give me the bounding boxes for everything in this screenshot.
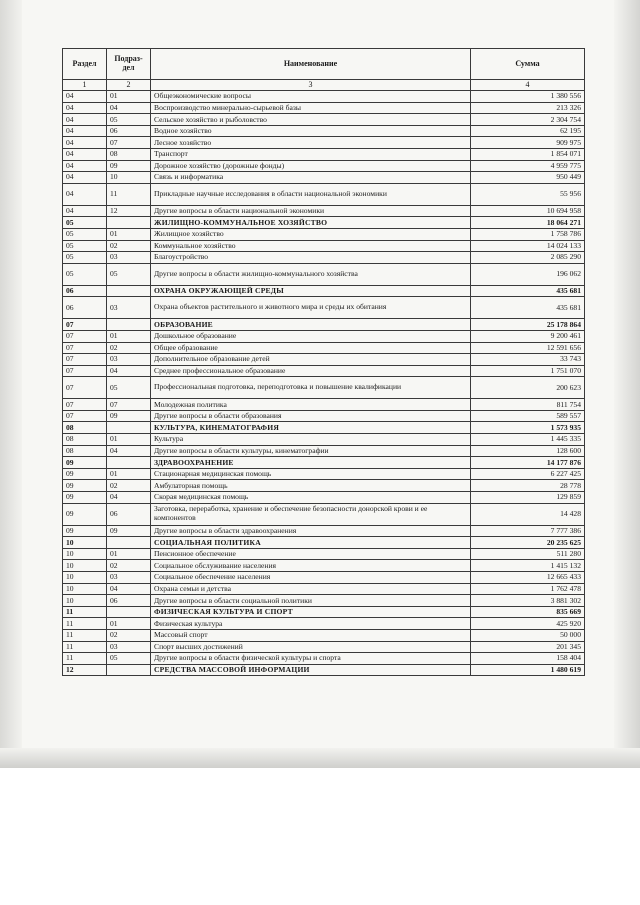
podrazdel-cell [107, 422, 151, 434]
podrazdel-cell: 01 [107, 330, 151, 342]
table-section-row [63, 217, 585, 229]
name-cell: Дорожное хозяйство (дорожные фонды) [151, 160, 471, 172]
razdel-cell: 06 [63, 297, 107, 319]
podrazdel-cell [107, 606, 151, 618]
sum-cell: 55 956 [471, 183, 585, 205]
table-row [63, 205, 585, 217]
sum-cell: 1 445 335 [471, 434, 585, 446]
sum-cell: 1 380 556 [471, 91, 585, 103]
table-row [63, 618, 585, 630]
sum-cell: 62 195 [471, 125, 585, 137]
name-cell: Дополнительное образование детей [151, 354, 471, 366]
razdel-cell: 10 [63, 537, 107, 549]
razdel-cell: 05 [63, 217, 107, 229]
razdel-cell: 10 [63, 548, 107, 560]
name-cell: Другие вопросы в области культуры, кинематографии [151, 445, 471, 457]
razdel-cell: 04 [63, 205, 107, 217]
podrazdel-cell: 11 [107, 183, 151, 205]
sum-cell: 811 754 [471, 399, 585, 411]
table-section-row [63, 664, 585, 676]
podrazdel-cell: 02 [107, 480, 151, 492]
podrazdel-cell: 01 [107, 434, 151, 446]
name-cell: Дошкольное образование [151, 330, 471, 342]
razdel-cell: 07 [63, 330, 107, 342]
razdel-cell: 09 [63, 457, 107, 469]
name-cell: Водное хозяйство [151, 125, 471, 137]
podrazdel-cell: 01 [107, 228, 151, 240]
razdel-cell: 04 [63, 160, 107, 172]
sum-cell: 1 751 070 [471, 365, 585, 377]
razdel-cell: 05 [63, 263, 107, 285]
podrazdel-cell: 05 [107, 653, 151, 665]
podrazdel-cell: 05 [107, 377, 151, 399]
name-cell: ЖИЛИЩНО-КОММУНАЛЬНОЕ ХОЗЯЙСТВО [151, 217, 471, 229]
budget-table [62, 48, 585, 676]
name-cell: СОЦИАЛЬНАЯ ПОЛИТИКА [151, 537, 471, 549]
podrazdel-cell: 05 [107, 114, 151, 126]
sum-cell: 14 428 [471, 503, 585, 525]
razdel-cell: 04 [63, 91, 107, 103]
podrazdel-cell: 04 [107, 102, 151, 114]
podrazdel-cell: 07 [107, 399, 151, 411]
table-row [63, 595, 585, 607]
name-cell: СРЕДСТВА МАССОВОЙ ИНФОРМАЦИИ [151, 664, 471, 676]
sum-cell: 6 227 425 [471, 468, 585, 480]
razdel-cell: 10 [63, 560, 107, 572]
name-cell: Коммунальное хозяйство [151, 240, 471, 252]
sum-cell: 158 404 [471, 653, 585, 665]
sum-cell: 589 557 [471, 410, 585, 422]
name-cell: Транспорт [151, 148, 471, 160]
sum-cell: 128 600 [471, 445, 585, 457]
table-section-row [63, 285, 585, 297]
podrazdel-cell: 01 [107, 468, 151, 480]
razdel-cell: 07 [63, 399, 107, 411]
podrazdel-cell [107, 664, 151, 676]
column-number-row [63, 80, 585, 91]
sum-cell: 1 758 786 [471, 228, 585, 240]
razdel-cell: 08 [63, 445, 107, 457]
razdel-cell: 09 [63, 480, 107, 492]
table-row [63, 240, 585, 252]
name-cell: Скорая медицинская помощь [151, 492, 471, 504]
name-cell: Культура [151, 434, 471, 446]
table-row [63, 137, 585, 149]
name-cell: Другие вопросы в области жилищно-коммунального хозяйства [151, 263, 471, 285]
podrazdel-cell: 09 [107, 160, 151, 172]
table-row [63, 160, 585, 172]
table-row [63, 297, 585, 319]
header-sum: Сумма [471, 49, 585, 80]
podrazdel-cell: 02 [107, 342, 151, 354]
sum-cell: 129 859 [471, 492, 585, 504]
name-cell: Охрана семьи и детства [151, 583, 471, 595]
table-row [63, 252, 585, 264]
sum-cell: 7 777 386 [471, 525, 585, 537]
sum-cell: 425 920 [471, 618, 585, 630]
razdel-cell: 04 [63, 148, 107, 160]
table-row [63, 354, 585, 366]
razdel-cell: 04 [63, 102, 107, 114]
table-section-row [63, 319, 585, 331]
table-row [63, 410, 585, 422]
razdel-cell: 09 [63, 468, 107, 480]
sum-cell: 1 415 132 [471, 560, 585, 572]
sum-cell: 1 762 478 [471, 583, 585, 595]
table-row [63, 525, 585, 537]
name-cell: Прикладные научные исследования в области национальной экономики [151, 183, 471, 205]
sum-cell: 14 177 876 [471, 457, 585, 469]
sum-cell: 511 280 [471, 548, 585, 560]
razdel-cell: 04 [63, 172, 107, 184]
name-cell: КУЛЬТУРА, КИНЕМАТОГРАФИЯ [151, 422, 471, 434]
razdel-cell: 09 [63, 492, 107, 504]
table-row [63, 641, 585, 653]
name-cell: Среднее профессиональное образование [151, 365, 471, 377]
name-cell: Жилищное хозяйство [151, 228, 471, 240]
scan-shadow-left [0, 0, 22, 768]
sum-cell: 213 326 [471, 102, 585, 114]
name-cell: Пенсионное обеспечение [151, 548, 471, 560]
name-cell: Массовый спорт [151, 629, 471, 641]
table-row [63, 468, 585, 480]
podrazdel-cell: 08 [107, 148, 151, 160]
razdel-cell: 11 [63, 618, 107, 630]
podrazdel-cell: 03 [107, 297, 151, 319]
podrazdel-cell: 04 [107, 365, 151, 377]
razdel-cell: 10 [63, 583, 107, 595]
header-row [63, 49, 585, 80]
sum-cell: 200 623 [471, 377, 585, 399]
podrazdel-cell [107, 319, 151, 331]
podrazdel-cell: 03 [107, 572, 151, 584]
podrazdel-cell: 01 [107, 548, 151, 560]
sum-cell: 28 778 [471, 480, 585, 492]
table-row [63, 583, 585, 595]
table-section-row [63, 422, 585, 434]
sum-cell: 9 200 461 [471, 330, 585, 342]
sum-cell: 33 743 [471, 354, 585, 366]
razdel-cell: 11 [63, 641, 107, 653]
razdel-cell: 04 [63, 183, 107, 205]
name-cell: Другие вопросы в области социальной политики [151, 595, 471, 607]
table-section-row [63, 606, 585, 618]
table-row [63, 560, 585, 572]
table-row [63, 503, 585, 525]
name-cell: Другие вопросы в области образования [151, 410, 471, 422]
podrazdel-cell [107, 285, 151, 297]
scan-shadow-right [614, 0, 640, 768]
podrazdel-cell: 06 [107, 595, 151, 607]
sum-cell: 1 573 935 [471, 422, 585, 434]
name-cell: Стационарная медицинская помощь [151, 468, 471, 480]
name-cell: Заготовка, переработка, хранение и обеспечение безопасности донорской крови и ее компонентов [151, 503, 471, 525]
razdel-cell: 11 [63, 653, 107, 665]
podrazdel-cell [107, 537, 151, 549]
name-cell: ФИЗИЧЕСКАЯ КУЛЬТУРА И СПОРТ [151, 606, 471, 618]
razdel-cell: 05 [63, 252, 107, 264]
name-cell: Благоустройство [151, 252, 471, 264]
table-row [63, 399, 585, 411]
razdel-cell: 08 [63, 434, 107, 446]
name-cell: Спорт высших достижений [151, 641, 471, 653]
razdel-cell: 09 [63, 525, 107, 537]
podrazdel-cell: 12 [107, 205, 151, 217]
table-row [63, 653, 585, 665]
sum-cell: 950 449 [471, 172, 585, 184]
razdel-cell: 05 [63, 240, 107, 252]
table-row [63, 365, 585, 377]
razdel-cell: 05 [63, 228, 107, 240]
sum-cell: 909 975 [471, 137, 585, 149]
podrazdel-cell: 05 [107, 263, 151, 285]
table-body [63, 91, 585, 676]
podrazdel-cell [107, 217, 151, 229]
sum-cell: 25 178 864 [471, 319, 585, 331]
razdel-cell: 11 [63, 629, 107, 641]
razdel-cell: 11 [63, 606, 107, 618]
table-row [63, 492, 585, 504]
podrazdel-cell: 02 [107, 240, 151, 252]
column-number: 3 [151, 80, 471, 91]
name-cell: Другие вопросы в области национальной экономики [151, 205, 471, 217]
table-row [63, 434, 585, 446]
table-row [63, 172, 585, 184]
table-row [63, 183, 585, 205]
podrazdel-cell: 02 [107, 629, 151, 641]
sum-cell: 1 480 619 [471, 664, 585, 676]
sum-cell: 435 681 [471, 285, 585, 297]
table-section-row [63, 537, 585, 549]
sum-cell: 835 669 [471, 606, 585, 618]
sum-cell: 50 000 [471, 629, 585, 641]
sum-cell: 196 062 [471, 263, 585, 285]
header-name: Наименование [151, 49, 471, 80]
name-cell: Молодежная политика [151, 399, 471, 411]
name-cell: Воспроизводство минерально-сырьевой базы [151, 102, 471, 114]
name-cell: Общее образование [151, 342, 471, 354]
razdel-cell: 10 [63, 595, 107, 607]
table-row [63, 342, 585, 354]
razdel-cell: 06 [63, 285, 107, 297]
sum-cell: 12 591 656 [471, 342, 585, 354]
podrazdel-cell: 04 [107, 445, 151, 457]
razdel-cell: 07 [63, 319, 107, 331]
sum-cell: 18 064 271 [471, 217, 585, 229]
razdel-cell: 04 [63, 125, 107, 137]
table-row [63, 548, 585, 560]
sum-cell: 4 959 775 [471, 160, 585, 172]
sum-cell: 20 235 625 [471, 537, 585, 549]
razdel-cell: 07 [63, 377, 107, 399]
table-row [63, 228, 585, 240]
table-row [63, 377, 585, 399]
table-row [63, 91, 585, 103]
table-row [63, 148, 585, 160]
table-row [63, 330, 585, 342]
podrazdel-cell: 02 [107, 560, 151, 572]
podrazdel-cell: 04 [107, 583, 151, 595]
podrazdel-cell: 10 [107, 172, 151, 184]
header-razdel: Раздел [63, 49, 107, 80]
table-row [63, 629, 585, 641]
table-row [63, 114, 585, 126]
scan-shadow-bottom [0, 748, 640, 768]
podrazdel-cell: 03 [107, 641, 151, 653]
column-number: 2 [107, 80, 151, 91]
razdel-cell: 07 [63, 354, 107, 366]
podrazdel-cell: 04 [107, 492, 151, 504]
razdel-cell: 09 [63, 503, 107, 525]
razdel-cell: 10 [63, 572, 107, 584]
sum-cell: 10 694 958 [471, 205, 585, 217]
podrazdel-cell: 03 [107, 354, 151, 366]
name-cell: Другие вопросы в области здравоохранения [151, 525, 471, 537]
table-row [63, 125, 585, 137]
sum-cell: 2 085 290 [471, 252, 585, 264]
name-cell: Другие вопросы в области физической культуры и спорта [151, 653, 471, 665]
razdel-cell: 07 [63, 342, 107, 354]
name-cell: Социальное обслуживание населения [151, 560, 471, 572]
header-podrazdel: Подраз-дел [107, 49, 151, 80]
razdel-cell: 08 [63, 422, 107, 434]
podrazdel-cell: 01 [107, 618, 151, 630]
name-cell: Физическая культура [151, 618, 471, 630]
name-cell: ЗДРАВООХРАНЕНИЕ [151, 457, 471, 469]
sum-cell: 3 881 302 [471, 595, 585, 607]
podrazdel-cell: 03 [107, 252, 151, 264]
name-cell: Сельское хозяйство и рыболовство [151, 114, 471, 126]
name-cell: Связь и информатика [151, 172, 471, 184]
table-row [63, 102, 585, 114]
name-cell: Профессиональная подготовка, переподготовка и повышение квалификации [151, 377, 471, 399]
podrazdel-cell: 07 [107, 137, 151, 149]
table-section-row [63, 457, 585, 469]
table-row [63, 480, 585, 492]
column-number: 4 [471, 80, 585, 91]
column-number: 1 [63, 80, 107, 91]
table-row [63, 263, 585, 285]
name-cell: Социальное обеспечение населения [151, 572, 471, 584]
name-cell: ОБРАЗОВАНИЕ [151, 319, 471, 331]
name-cell: Лесное хозяйство [151, 137, 471, 149]
podrazdel-cell: 01 [107, 91, 151, 103]
sum-cell: 12 665 433 [471, 572, 585, 584]
razdel-cell: 04 [63, 137, 107, 149]
sum-cell: 2 304 754 [471, 114, 585, 126]
razdel-cell: 07 [63, 365, 107, 377]
podrazdel-cell: 06 [107, 503, 151, 525]
name-cell: Общеэкономические вопросы [151, 91, 471, 103]
name-cell: Охрана объектов растительного и животного мира и среды их обитания [151, 297, 471, 319]
razdel-cell: 07 [63, 410, 107, 422]
podrazdel-cell: 09 [107, 525, 151, 537]
razdel-cell: 12 [63, 664, 107, 676]
podrazdel-cell: 06 [107, 125, 151, 137]
table-row [63, 445, 585, 457]
table-row [63, 572, 585, 584]
sum-cell: 14 024 133 [471, 240, 585, 252]
sum-cell: 201 345 [471, 641, 585, 653]
sum-cell: 435 681 [471, 297, 585, 319]
razdel-cell: 04 [63, 114, 107, 126]
name-cell: ОХРАНА ОКРУЖАЮЩЕЙ СРЕДЫ [151, 285, 471, 297]
name-cell: Амбулаторная помощь [151, 480, 471, 492]
sum-cell: 1 854 071 [471, 148, 585, 160]
podrazdel-cell: 09 [107, 410, 151, 422]
podrazdel-cell [107, 457, 151, 469]
